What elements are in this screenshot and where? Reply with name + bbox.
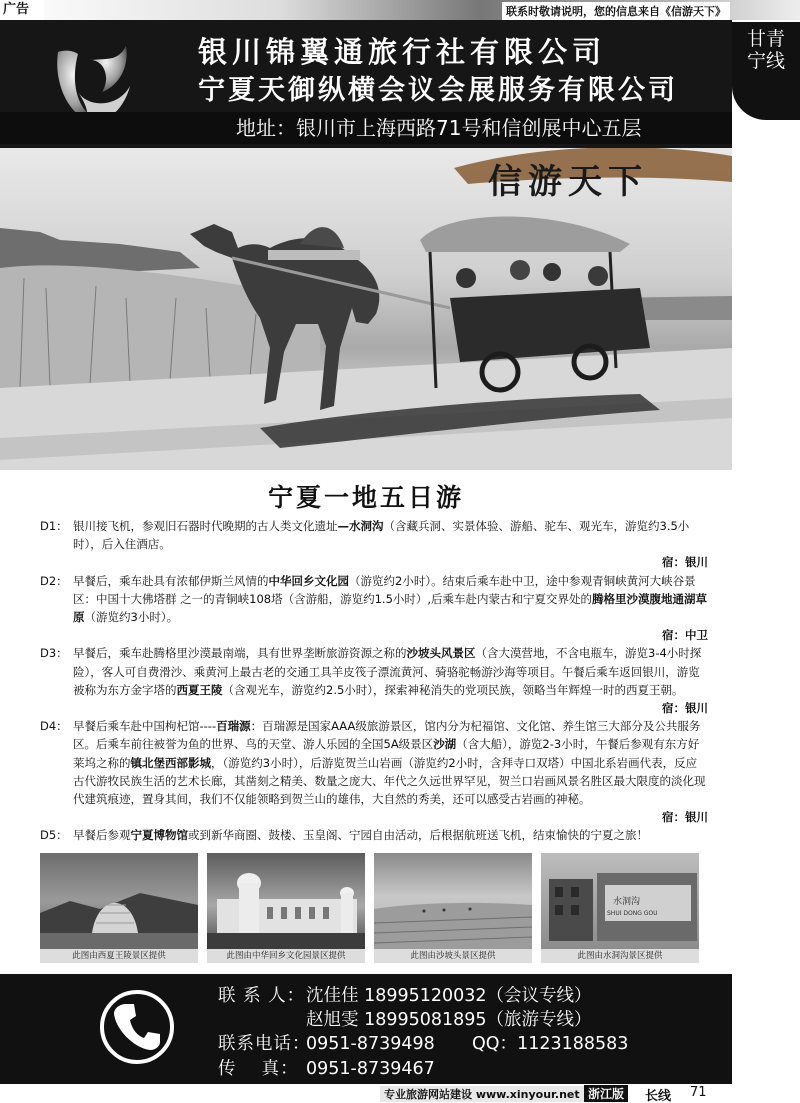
photo-caption: 此图由西夏王陵景区提供: [40, 949, 198, 963]
day-text: 早餐后，乘车赴具有浓郁伊斯兰风情的中华回乡文化园（游览约2小时）。结束后乘车赴中卫，途中参观青铜峡黄河大峡谷景 区：中国十大佛塔群 之一的青铜峡108塔（含游船，游览约1.5小时）,后乘车赴内蒙古和宁夏交界处的腾格里沙漠腹地通湖草原（游览约3小时）。: [73, 573, 708, 625]
photo-western-xia-tombs: [40, 853, 198, 963]
footer-website: 专业旅游网站建设 www.xinyour.net: [380, 1086, 584, 1102]
itinerary-day-2: [40, 572, 708, 645]
photo-caption: 此图由中华回乡文化园景区提供: [207, 949, 365, 963]
page-number: 71: [690, 1085, 707, 1100]
header: [0, 20, 732, 148]
photo-caption: 此图由沙坡头景区提供: [374, 949, 532, 963]
ad-notice: 联系时敬请说明，您的信息来自《信游天下》: [502, 2, 730, 20]
contact-fax-row: [218, 1055, 435, 1080]
day-stay: 宿：银川: [662, 701, 708, 716]
scenic-photos: [40, 853, 700, 963]
contact-tel-row: [218, 1030, 629, 1055]
contact-person-2: 赵旭雯 18995081895（旅游专线）: [306, 1010, 592, 1030]
day-stay: 宿：中卫: [662, 628, 708, 643]
region-tab: [732, 22, 800, 120]
day-label: D3：: [40, 646, 68, 661]
contact-person-row-1: [218, 982, 592, 1007]
photo-caption: 此图由水洞沟景区提供: [541, 949, 699, 963]
day-label: D1：: [40, 519, 68, 533]
hero-slogan: 信游天下: [488, 162, 648, 202]
day-label: D4：: [40, 719, 68, 734]
contact-fax: 0951-8739467: [306, 1059, 435, 1079]
scenic-sign-text-en: SHUI DONG GOU: [607, 910, 658, 917]
region-tab-line1: 甘青: [746, 28, 785, 50]
phone-icon: [98, 988, 176, 1066]
day-text: 早餐后，乘车赴腾格里沙漠最南端，具有世界垄断旅游资源之称的沙坡头风景区（含大漠营地，不含电瓶车，游览3-4小时探险），客人可自费滑沙、乘黄河上最古老的交通工具羊皮筏子漂流黄河、骑骆驼畅游沙海等项目。午餐后乘车返回银川，游览被称为东方金字塔的西夏王陵（含观光车，游览约2.5小时），探索神秘消失的党项民族，领略当年辉煌一时的西夏王朝。: [73, 646, 702, 697]
contact-tel: 0951-8739498: [306, 1034, 435, 1054]
company-address: 地址：银川市上海西路71号和信创展中心五层: [0, 112, 732, 144]
company-name-2: 宁夏天御纵横会议会展服务有限公司: [198, 75, 678, 106]
contact-person-1: 沈佳佳 18995120032（会议专线）: [306, 986, 592, 1006]
footer-edition: 浙江版: [584, 1085, 628, 1102]
day-text: 早餐后参观宁夏博物馆或到新华商圈、鼓楼、玉皇阁、宁园自由活动，后根据航班送飞机，结束愉快的宁夏之旅！: [73, 828, 648, 843]
day-label: D5：: [40, 828, 68, 843]
hero-photo: [0, 148, 732, 470]
company-name-1: 银川锦翼通旅行社有限公司: [198, 35, 607, 69]
contact-qq: QQ：1123188583: [472, 1034, 629, 1054]
itinerary-day-5: [40, 826, 708, 844]
scenic-sign-text: 水洞沟: [613, 897, 641, 907]
day-label: D2：: [40, 573, 68, 588]
tour-title: 宁夏一地五日游: [267, 483, 464, 512]
itinerary: [40, 517, 708, 845]
day-text: 早餐后乘车赴中国枸杞馆----百瑞源：百瑞源是国家AAA级旅游景区，馆内分为杞福馆、文化馆、养生馆三大部分及公共服务区。后乘车前往被誉为鱼的世界、鸟的天堂、游人乐园的全国5A级景区沙湖（含大船），游览2-3小时，午餐后参观有东方好 莱坞之称的镇北堡西部影城，（游览约3小时），后游览贺兰山岩画（游览约2小时，含拜寺口双塔）中国北系岩画代表，反应古代游牧民族生活的艺术长廊，其凿刻之精美、数量之庞大、年代之久远世界罕见，贺兰口岩画风景名胜区最大限度的淡化现代建筑痕迹，置身其间，我们不仅能领略到贺兰山的雄伟，大自然的秀美，还可以感受古岩画的神秘。: [73, 719, 706, 807]
contact-person-label: 联 系 人：: [218, 986, 306, 1006]
day-text: 银川接飞机，参观旧石器时代晚期的古人类文化遗址—水洞沟（含藏兵洞、实景体验、游船、驼车、观光车，游览约3.5小 时），后入住酒店。: [73, 519, 690, 552]
photo-hui-culture-park: [207, 853, 365, 963]
footer-section: 长线: [645, 1089, 672, 1103]
ad-tag: 广告: [0, 0, 44, 20]
contact-person-row-2: [218, 1006, 592, 1031]
day-stay: 宿：银川: [662, 555, 708, 570]
photo-shapotou: [374, 853, 532, 963]
itinerary-day-1: [40, 517, 708, 572]
contact-panel: [0, 974, 732, 1084]
page-footer: [0, 1084, 800, 1103]
region-tab-line2: 宁线: [746, 50, 785, 72]
contact-tel-label: 联系电话：: [218, 1034, 311, 1054]
top-strip: [0, 0, 800, 20]
photo-shuidonggou: [541, 853, 699, 963]
day-stay: 宿：银川: [662, 810, 708, 825]
contact-fax-label: 传 真：: [218, 1059, 299, 1079]
itinerary-day-4: [40, 717, 708, 826]
itinerary-day-3: [40, 644, 708, 717]
